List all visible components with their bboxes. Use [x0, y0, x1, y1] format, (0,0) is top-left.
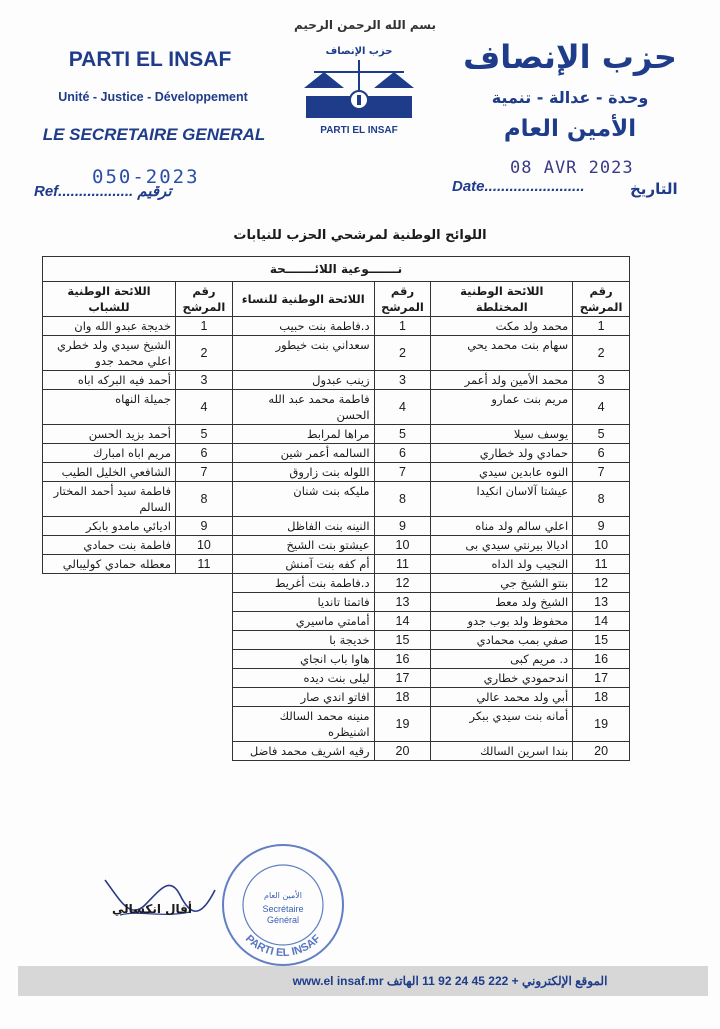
youth-candidate-name: فاطمة سيد أحمد المختار السالم [43, 482, 176, 517]
women-candidate-number: 14 [374, 612, 431, 631]
empty-cell [43, 650, 176, 669]
header-women-list: اللائحة الوطنية للنساء [232, 282, 374, 317]
women-candidate-name: افاتو اندي صار [232, 688, 374, 707]
mixed-candidate-number: 15 [573, 631, 630, 650]
women-candidate-name: أم كفه بنت آمنش [232, 555, 374, 574]
table-row [43, 688, 630, 707]
women-candidate-name: د.فاطمة بنت حبيب [232, 317, 374, 336]
women-candidate-number: 13 [374, 593, 431, 612]
table-row [43, 574, 630, 593]
empty-cell [176, 612, 233, 631]
youth-candidate-number: 11 [176, 555, 233, 574]
mixed-candidate-number: 14 [573, 612, 630, 631]
header-mixed-list: اللائحة الوطنية المختلطة [431, 282, 573, 317]
mixed-candidate-name: حمادي ولد خطاري [431, 444, 573, 463]
table-row [43, 425, 630, 444]
table-row [43, 650, 630, 669]
mixed-candidate-number: 5 [573, 425, 630, 444]
date-stamp: 08 AVR 2023 [510, 158, 634, 178]
mixed-candidate-name: بندا اسرين السالك [431, 742, 573, 761]
table-row [43, 707, 630, 742]
youth-candidate-name: مريم اباه امبارك [43, 444, 176, 463]
stamp-arc-text: PARTI EL INSAF [242, 932, 324, 960]
women-candidate-number: 16 [374, 650, 431, 669]
empty-cell [43, 688, 176, 707]
table-row [43, 482, 630, 517]
empty-cell [176, 593, 233, 612]
women-candidate-name: مليكه بنت شنان [232, 482, 374, 517]
mixed-candidate-name: محفوظ ولد بوب جدو [431, 612, 573, 631]
list-type-header: نـــــــوعية اللائـــــــحة [43, 257, 630, 282]
women-candidate-number: 4 [374, 390, 431, 425]
party-name-ar: حزب الإنصاف [463, 38, 677, 76]
women-candidate-name: د.فاطمة بنت أغريط [232, 574, 374, 593]
party-logo-icon [300, 40, 418, 140]
youth-candidate-number: 6 [176, 444, 233, 463]
signature-scribble-icon [100, 870, 220, 930]
mixed-candidate-number: 10 [573, 536, 630, 555]
secretary-general-stamp-icon [218, 840, 348, 970]
date-label: Date........................ [452, 178, 585, 195]
mixed-candidate-number: 13 [573, 593, 630, 612]
women-candidate-name: السالمه أعمر شين [232, 444, 374, 463]
table-row [43, 390, 630, 425]
secretary-general-ar: الأمين العام [503, 116, 637, 142]
reference-label: Ref.................. ترقيم [34, 183, 172, 200]
youth-candidate-number: 4 [176, 390, 233, 425]
table-row [43, 669, 630, 688]
women-candidate-name: اللوله بنت زاروق [232, 463, 374, 482]
empty-cell [176, 631, 233, 650]
mixed-candidate-name: يوسف سيلا [431, 425, 573, 444]
mixed-candidate-number: 11 [573, 555, 630, 574]
mixed-candidate-name: مريم بنت عمارو [431, 390, 573, 425]
women-candidate-name: النينه بنت الفاظل [232, 517, 374, 536]
youth-candidate-number: 3 [176, 371, 233, 390]
mixed-candidate-number: 12 [573, 574, 630, 593]
women-candidate-name: رقيه اشريف محمد فاضل [232, 742, 374, 761]
document-title: اللوائح الوطنية لمرشحي الحزب للنيابات [233, 228, 487, 243]
mixed-candidate-name: محمد الأمين ولد أعمر [431, 371, 573, 390]
signatory-name: أفال انكسالي [112, 902, 193, 916]
mixed-candidate-name: صفي بمب محمادي [431, 631, 573, 650]
header-youth-list: اللائحة الوطنية للشباب [43, 282, 176, 317]
youth-candidate-name: خديجة عبدو الله وان [43, 317, 176, 336]
mixed-candidate-number: 16 [573, 650, 630, 669]
header-num-youth: رقم المرشح [176, 282, 233, 317]
svg-text:PARTI EL INSAF [243, 933, 323, 960]
youth-candidate-name: جميلة النهاه [43, 390, 176, 425]
women-candidate-name: منينه محمد السالك اشنيظره [232, 707, 374, 742]
women-candidate-name: عيشتو بنت الشيخ [232, 536, 374, 555]
mixed-candidate-number: 20 [573, 742, 630, 761]
women-candidate-name: فاتمتا تانديا [232, 593, 374, 612]
empty-cell [176, 707, 233, 742]
table-row [43, 536, 630, 555]
mixed-candidate-number: 8 [573, 482, 630, 517]
table-row [43, 555, 630, 574]
table-row [43, 371, 630, 390]
stamp-line-ar: الأمين العام [263, 891, 303, 900]
mixed-candidate-number: 9 [573, 517, 630, 536]
women-candidate-name: ليلى بنت ديده [232, 669, 374, 688]
women-candidate-number: 8 [374, 482, 431, 517]
logo-top-text: حزب الإنصاف [325, 46, 393, 57]
table-row [43, 317, 630, 336]
mixed-candidate-name: اندحمودي خطاري [431, 669, 573, 688]
women-candidate-name: مراها لمرابط [232, 425, 374, 444]
mixed-candidate-name: عيشتا آلاسان انكيدا [431, 482, 573, 517]
women-candidate-number: 6 [374, 444, 431, 463]
women-candidate-number: 12 [374, 574, 431, 593]
women-candidate-number: 9 [374, 517, 431, 536]
women-candidate-number: 11 [374, 555, 431, 574]
mixed-candidate-name: أمانه بنت سيدي ببكر [431, 707, 573, 742]
mixed-candidate-name: الشيخ ولد معط [431, 593, 573, 612]
youth-candidate-name: فاطمة بنت حمادي [43, 536, 176, 555]
party-name-fr: PARTI EL INSAF [68, 48, 232, 71]
table-row [43, 463, 630, 482]
empty-cell [43, 574, 176, 593]
mixed-candidate-name: النجيب ولد الداه [431, 555, 573, 574]
table-row [43, 612, 630, 631]
women-candidate-name: خديجة با [232, 631, 374, 650]
table-row [43, 742, 630, 761]
table-row [43, 336, 630, 371]
women-candidate-number: 15 [374, 631, 431, 650]
youth-candidate-name: أحمد فيه البركه اباه [43, 371, 176, 390]
empty-cell [176, 688, 233, 707]
women-candidate-number: 20 [374, 742, 431, 761]
women-candidate-name: فاطمة محمد عبد الله الحسن [232, 390, 374, 425]
youth-candidate-number: 2 [176, 336, 233, 371]
women-candidate-number: 17 [374, 669, 431, 688]
youth-candidate-name: معطله حمادي كوليبالي [43, 555, 176, 574]
mixed-candidate-number: 4 [573, 390, 630, 425]
stamp-line-3: Général [266, 915, 300, 925]
mixed-candidate-number: 2 [573, 336, 630, 371]
women-candidate-number: 19 [374, 707, 431, 742]
table-row [43, 444, 630, 463]
women-candidate-number: 7 [374, 463, 431, 482]
table-row [43, 517, 630, 536]
women-candidate-number: 5 [374, 425, 431, 444]
logo-bottom-text: PARTI EL INSAF [320, 125, 398, 136]
youth-candidate-name: الشيخ سيدي ولد خطري اعلي محمد جدو [43, 336, 176, 371]
footer-contact: www.el insaf.mr الموقع الإلكتروني + 222 45 24 92 11 الهاتف [292, 974, 608, 988]
youth-candidate-number: 10 [176, 536, 233, 555]
mixed-candidate-number: 19 [573, 707, 630, 742]
mixed-candidate-name: سهام بنت محمد يحي [431, 336, 573, 371]
party-motto-fr: Unité - Justice - Développement [58, 90, 248, 104]
mixed-candidate-number: 1 [573, 317, 630, 336]
women-candidate-number: 2 [374, 336, 431, 371]
empty-cell [176, 742, 233, 761]
mixed-candidate-number: 3 [573, 371, 630, 390]
mixed-candidate-name: بنتو الشيخ جي [431, 574, 573, 593]
women-candidate-name: أمامتي ماسيري [232, 612, 374, 631]
youth-candidate-name: الشافعي الخليل الطيب [43, 463, 176, 482]
date-label-ar: التاريخ [630, 180, 678, 198]
youth-candidate-number: 5 [176, 425, 233, 444]
women-candidate-number: 3 [374, 371, 431, 390]
bismillah: بسم الله الرحمن الرحيم [293, 18, 437, 32]
empty-cell [43, 669, 176, 688]
empty-cell [43, 631, 176, 650]
secretary-general-fr: LE SECRETAIRE GENERAL [42, 125, 266, 144]
women-candidate-number: 18 [374, 688, 431, 707]
mixed-candidate-name: د. مريم كبى [431, 650, 573, 669]
empty-cell [43, 593, 176, 612]
mixed-candidate-number: 6 [573, 444, 630, 463]
youth-candidate-number: 9 [176, 517, 233, 536]
empty-cell [43, 612, 176, 631]
women-candidate-name: زينب عبدول [232, 371, 374, 390]
mixed-candidate-number: 18 [573, 688, 630, 707]
mixed-candidate-number: 7 [573, 463, 630, 482]
women-candidate-name: هاوا باب انجاي [232, 650, 374, 669]
mixed-candidate-name: اديالا بيرنتي سيدي بى [431, 536, 573, 555]
header-num-mixed: رقم المرشح [573, 282, 630, 317]
reference-number: 050-2023 [92, 166, 200, 188]
youth-candidate-name: أحمد بزيد الحسن [43, 425, 176, 444]
youth-candidate-number: 7 [176, 463, 233, 482]
table-row [43, 631, 630, 650]
youth-candidate-number: 8 [176, 482, 233, 517]
stamp-line-2: Secrétaire [262, 904, 304, 914]
empty-cell [176, 669, 233, 688]
empty-cell [43, 707, 176, 742]
header-num-women: رقم المرشح [374, 282, 431, 317]
women-candidate-number: 10 [374, 536, 431, 555]
mixed-candidate-name: محمد ولد مكت [431, 317, 573, 336]
table-row [43, 593, 630, 612]
mixed-candidate-name: اعلي سالم ولد مناه [431, 517, 573, 536]
party-motto-ar: وحدة - عدالة - تنمية [491, 88, 649, 107]
empty-cell [176, 574, 233, 593]
mixed-candidate-name: النوه عابدين سيدي [431, 463, 573, 482]
empty-cell [176, 650, 233, 669]
mixed-candidate-name: أبي ولد محمد عالي [431, 688, 573, 707]
women-candidate-number: 1 [374, 317, 431, 336]
mixed-candidate-number: 17 [573, 669, 630, 688]
women-candidate-name: سعداني بنت خيطور [232, 336, 374, 371]
youth-candidate-name: اديائي مامدو بابكر [43, 517, 176, 536]
candidates-table-body [43, 317, 630, 761]
candidates-table [42, 256, 630, 761]
youth-candidate-number: 1 [176, 317, 233, 336]
empty-cell [43, 742, 176, 761]
